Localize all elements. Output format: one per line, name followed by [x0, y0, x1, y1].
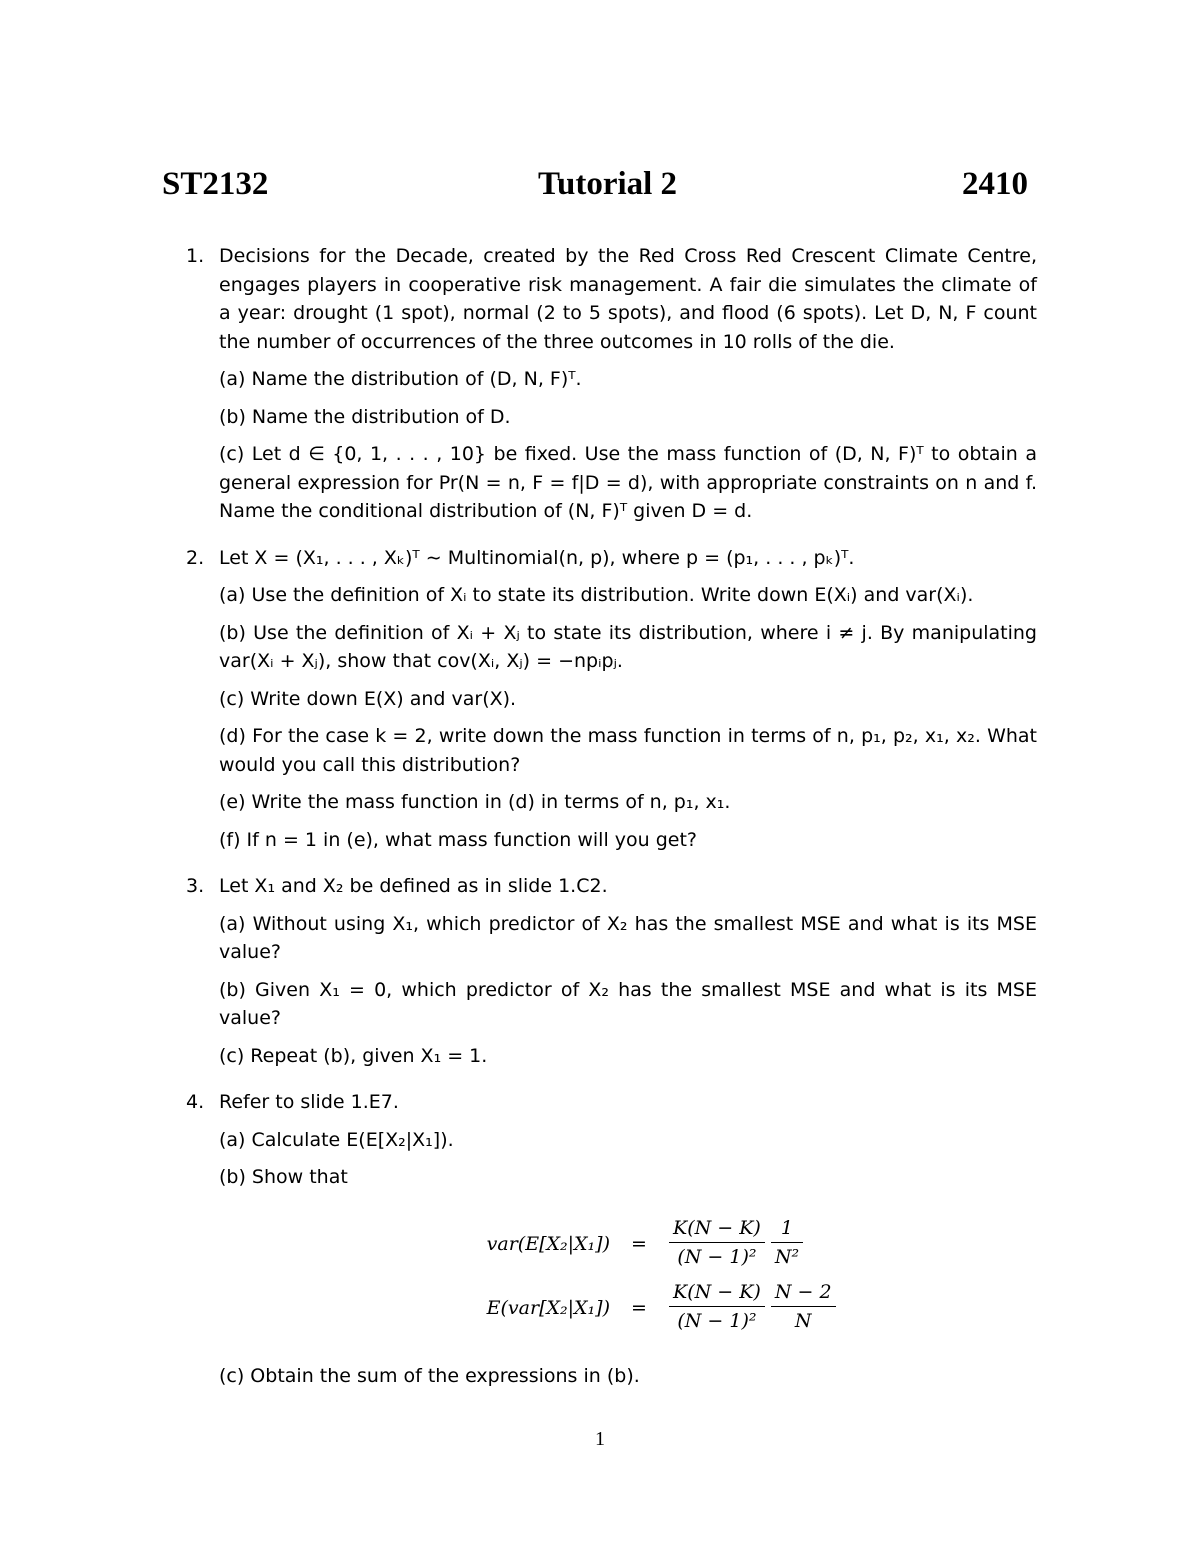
- fraction: [771, 1214, 803, 1271]
- question-number: 3.: [186, 875, 205, 897]
- fraction-numerator: K(N − K): [669, 1278, 765, 1307]
- equation-rhs: [669, 1278, 842, 1335]
- question-part: (c) Obtain the sum of the expressions in (b).: [219, 1364, 640, 1387]
- question-text: Let X = (X₁, . . . , Xₖ)ᵀ ∼ Multinomial(n, p), where p = (p₁, . . . , pₖ)ᵀ.: [219, 546, 855, 569]
- question-part: (f) If n = 1 in (e), what mass function will you get?: [219, 828, 698, 851]
- fraction: [669, 1214, 765, 1271]
- equals-sign: =: [631, 1232, 647, 1255]
- term-code: 2410: [962, 166, 1028, 202]
- question-part: (c) Repeat (b), given X₁ = 1.: [219, 1044, 488, 1067]
- fraction-numerator: N − 2: [771, 1278, 836, 1307]
- fraction-numerator: 1: [771, 1214, 803, 1243]
- question-part: (d) For the case k = 2, write down the mass function in terms of n, p₁, p₂, x₁, x₂. What would you call this distribution?: [219, 725, 1037, 776]
- question-part: (b) Name the distribution of D.: [219, 405, 511, 428]
- question-text: Refer to slide 1.E7.: [219, 1091, 399, 1113]
- question-2: [186, 544, 1037, 855]
- page-number: 1: [595, 1428, 605, 1450]
- fraction-numerator: K(N − K): [669, 1214, 765, 1243]
- question-part: (a) Without using X₁, which predictor of X₂ has the smallest MSE and what is its MSE value?: [219, 912, 1037, 963]
- question-1: [186, 242, 1037, 526]
- question-part: (c) Write down E(X) and var(X).: [219, 687, 517, 710]
- question-part: (a) Calculate E(E[X₂|X₁]).: [219, 1128, 454, 1151]
- equation-lhs: E(var[X₂|X₁]): [486, 1296, 610, 1319]
- fraction: [669, 1278, 765, 1335]
- equation-row-2: [219, 1278, 1070, 1340]
- equation-rhs: [669, 1214, 809, 1271]
- question-part: (b) Use the definition of Xᵢ + Xⱼ to state its distribution, where i ≠ j. By manipulating var(Xᵢ + Xⱼ), show that cov(Xᵢ, Xⱼ) = −npᵢpⱼ.: [219, 621, 1037, 672]
- fraction-denominator: (N − 1)²: [677, 1309, 757, 1332]
- document-header: [162, 166, 1028, 212]
- fraction-denominator: (N − 1)²: [677, 1245, 757, 1268]
- question-part: (a) Use the definition of Xᵢ to state its distribution. Write down E(Xᵢ) and var(Xᵢ).: [219, 584, 974, 606]
- question-4: [186, 1088, 1037, 1390]
- fraction-denominator: N: [794, 1309, 812, 1332]
- question-number: 4.: [186, 1091, 205, 1113]
- question-part: (a) Name the distribution of (D, N, F)ᵀ.: [219, 368, 582, 390]
- question-3: [186, 872, 1037, 1070]
- document-title: Tutorial 2: [538, 166, 678, 202]
- question-part: (b) Given X₁ = 0, which predictor of X₂ has the smallest MSE and what is its MSE value?: [219, 978, 1037, 1029]
- equation-row-1: [219, 1214, 1070, 1276]
- question-part: (c) Let d ∈ {0, 1, . . . , 10} be fixed. Use the mass function of (D, N, F)ᵀ to obtain a general expression for Pr(N = n, F = f|D = d), with appropriate constraints on n and f. Name the conditional distribution of (N, F)ᵀ given D = d.: [219, 443, 1037, 522]
- question-text: Let X₁ and X₂ be defined as in slide 1.C2.: [219, 875, 608, 897]
- display-equations: [219, 1214, 1037, 1342]
- question-number: 1.: [186, 245, 205, 267]
- course-code: ST2132: [162, 166, 269, 202]
- fraction: [771, 1278, 836, 1335]
- fraction-denominator: N²: [774, 1245, 800, 1268]
- equals-sign: =: [631, 1296, 647, 1319]
- equation-lhs: var(E[X₂|X₁]): [486, 1232, 610, 1255]
- question-list: [186, 242, 1037, 1408]
- question-part: (b) Show that: [219, 1166, 348, 1188]
- question-number: 2.: [186, 546, 205, 569]
- question-part: (e) Write the mass function in (d) in terms of n, p₁, x₁.: [219, 791, 731, 813]
- question-text: Decisions for the Decade, created by the Red Cross Red Crescent Climate Centre, engages players in cooperative risk management. A fair die simulates the climate of a year: drought (1 spot), normal (2 to 5 spots), and flood (6 spots). Let D, N, F count the number of occurrences of the three outcomes in 10 rolls of the die.: [219, 245, 1037, 353]
